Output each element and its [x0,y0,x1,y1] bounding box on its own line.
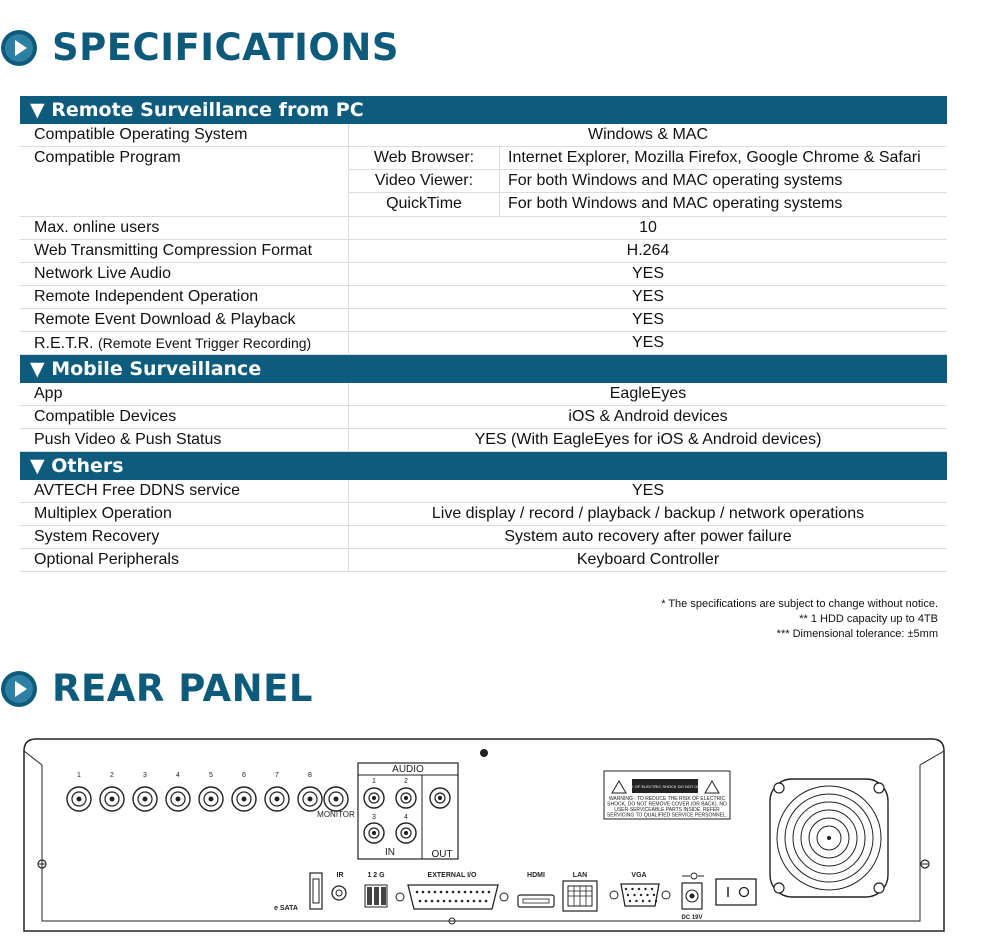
rear-panel-diagram [22,735,946,935]
audio-num-1: 1 [372,778,376,785]
channel-number: 8 [308,772,312,779]
table-row: Compatible Operating System Windows & MAC [20,124,947,147]
svg-text:SHOCK, DO NOT REMOVE COVER (OR: SHOCK, DO NOT REMOVE COVER (OR BACK). NO [607,801,727,808]
pin [452,891,455,894]
pin [631,888,633,890]
pin [646,894,648,896]
vga-label: VGA [631,872,647,879]
play-circle-icon [0,670,38,708]
pin [437,900,440,903]
bnc-connector [232,787,256,811]
external-io-connector [396,885,508,909]
table-row: Web Transmitting Compression Format H.264 [20,240,947,263]
table-row: Network Live Audio YES [20,263,947,286]
warning-header: RISK OF ELECTRIC SHOCK DO NOT OPEN [624,784,706,789]
pin [648,900,650,902]
footnote: ** 1 HDD capacity up to 4TB [799,613,938,625]
pin [449,900,452,903]
svg-text:USER-SERVICEABLE PARTS INSIDE.: USER-SERVICEABLE PARTS INSIDE. REFER [614,807,720,813]
svg-text:WARNING : TO REDUCE THE RISK O: WARNING : TO REDUCE THE RISK OF ELECTRIC [608,796,726,802]
fan-grille [770,779,888,897]
audio-num-4: 4 [404,814,408,821]
channel-number: 2 [110,772,114,779]
audio-num-2: 2 [404,778,408,785]
table-row: Max. online users 10 [20,217,947,240]
chassis-outline [24,739,944,931]
vga-port [610,884,670,906]
table-row: R.E.T.R. (Remote Event Trigger Recording) YES [20,332,947,355]
sub-row: Video Viewer: For both Windows and MAC operating systems [349,170,947,193]
pin [443,900,446,903]
pin [642,900,644,902]
footnotes [661,597,938,642]
bnc-connector [67,787,91,811]
bnc-connector [199,787,223,811]
pin [458,891,461,894]
dip-switch [365,885,387,907]
pin [633,894,635,896]
pin [629,900,631,902]
pin [440,891,443,894]
bnc-connector [166,787,190,811]
pin [464,891,467,894]
video-input-bnc-group [67,772,322,811]
pin [655,900,657,902]
esata-label: e SATA [274,905,298,912]
warning-label [604,771,730,819]
pin [627,894,629,896]
specifications-heading: SPECIFICATIONS [0,26,399,69]
section-header-mobile: ▼ Mobile Surveillance [20,355,947,383]
pin [470,891,473,894]
audio-in-label: IN [385,847,395,858]
rear-panel-heading: REAR PANEL [0,667,313,710]
pin [425,900,428,903]
lan-label: LAN [572,872,588,879]
pin [638,888,640,890]
monitor-bnc-connector [324,787,348,811]
channel-number: 3 [143,772,147,779]
bnc-connector [265,787,289,811]
bnc-connector [100,787,124,811]
pin [485,900,488,903]
external-io-label: EXTERNAL I/O [427,872,477,879]
pin [635,900,637,902]
pin [434,891,437,894]
monitor-label: MONITOR [317,810,355,819]
table-row: Compatible Devices iOS & Android devices [20,406,947,429]
hdmi-port [518,895,554,907]
pin [640,894,642,896]
pin [461,900,464,903]
pin [476,891,479,894]
bnc-connector [133,787,157,811]
audio-out-label: OUT [431,849,453,860]
dc-power-jack [682,883,702,909]
audio-num-3: 3 [372,814,376,821]
rca-audio-out-connector [430,788,450,808]
svg-text:SERVICING TO QUALIFIED SERVICE: SERVICING TO QUALIFIED SERVICE PERSONNEL. [606,812,728,819]
lan-port [563,881,597,911]
channel-number: 7 [275,772,279,779]
pin [446,891,449,894]
pin [416,891,419,894]
table-row: Remote Event Download & Playback YES [20,309,947,332]
table-row: Push Video & Push Status YES (With EagleEyes for iOS & Android devices) [20,429,947,452]
table-row: System Recovery System auto recovery after power failure [20,526,947,549]
pin [479,900,482,903]
channel-number: 6 [242,772,246,779]
pin [455,900,458,903]
dip-label: 1 2 G [367,872,385,879]
sub-row: QuickTime For both Windows and MAC operating systems [349,193,947,216]
pin [644,888,646,890]
hdmi-label: HDMI [527,872,545,879]
esata-port [310,873,322,909]
table-row: App EagleEyes [20,383,947,406]
table-row: AVTECH Free DDNS service YES [20,480,947,503]
section-header-others: ▼ Others [20,452,947,480]
footnote: *** Dimensional tolerance: ±5mm [776,628,938,640]
table-row-compatible-program: Compatible Program Web Browser: Internet Explorer, Mozilla Firefox, Google Chrome & Safari Video Viewer: For both Windows and MAC operating systems QuickTime For both Windows and MAC operating systems [20,147,947,217]
ir-label: IR [336,872,344,879]
audio-label: AUDIO [392,764,424,775]
pin [482,891,485,894]
table-row: Remote Independent Operation YES [20,286,947,309]
pin [431,900,434,903]
pin [653,894,655,896]
sub-row: Web Browser: Internet Explorer, Mozilla Firefox, Google Chrome & Safari [349,147,947,170]
section-header-remote: ▼ Remote Surveillance from PC [20,96,947,124]
channel-number: 1 [77,772,81,779]
pin [473,900,476,903]
specifications-table [20,96,947,572]
channel-number: 4 [176,772,180,779]
pin [488,891,491,894]
dc-power-icon [682,873,704,879]
dc-label: DC 19V [681,915,703,921]
pin [467,900,470,903]
pin [419,900,422,903]
ir-jack [332,886,346,900]
pin [428,891,431,894]
play-circle-icon [0,29,38,67]
pin [651,888,653,890]
table-row: Optional Peripherals Keyboard Controller [20,549,947,572]
channel-number: 5 [209,772,213,779]
pin [422,891,425,894]
footnote: * The specifications are subject to change without notice. [661,598,938,610]
pin [625,888,627,890]
table-row: Multiplex Operation Live display / record / playback / backup / network operations [20,503,947,526]
bnc-connector [298,787,322,811]
power-switch[interactable] [716,879,756,905]
